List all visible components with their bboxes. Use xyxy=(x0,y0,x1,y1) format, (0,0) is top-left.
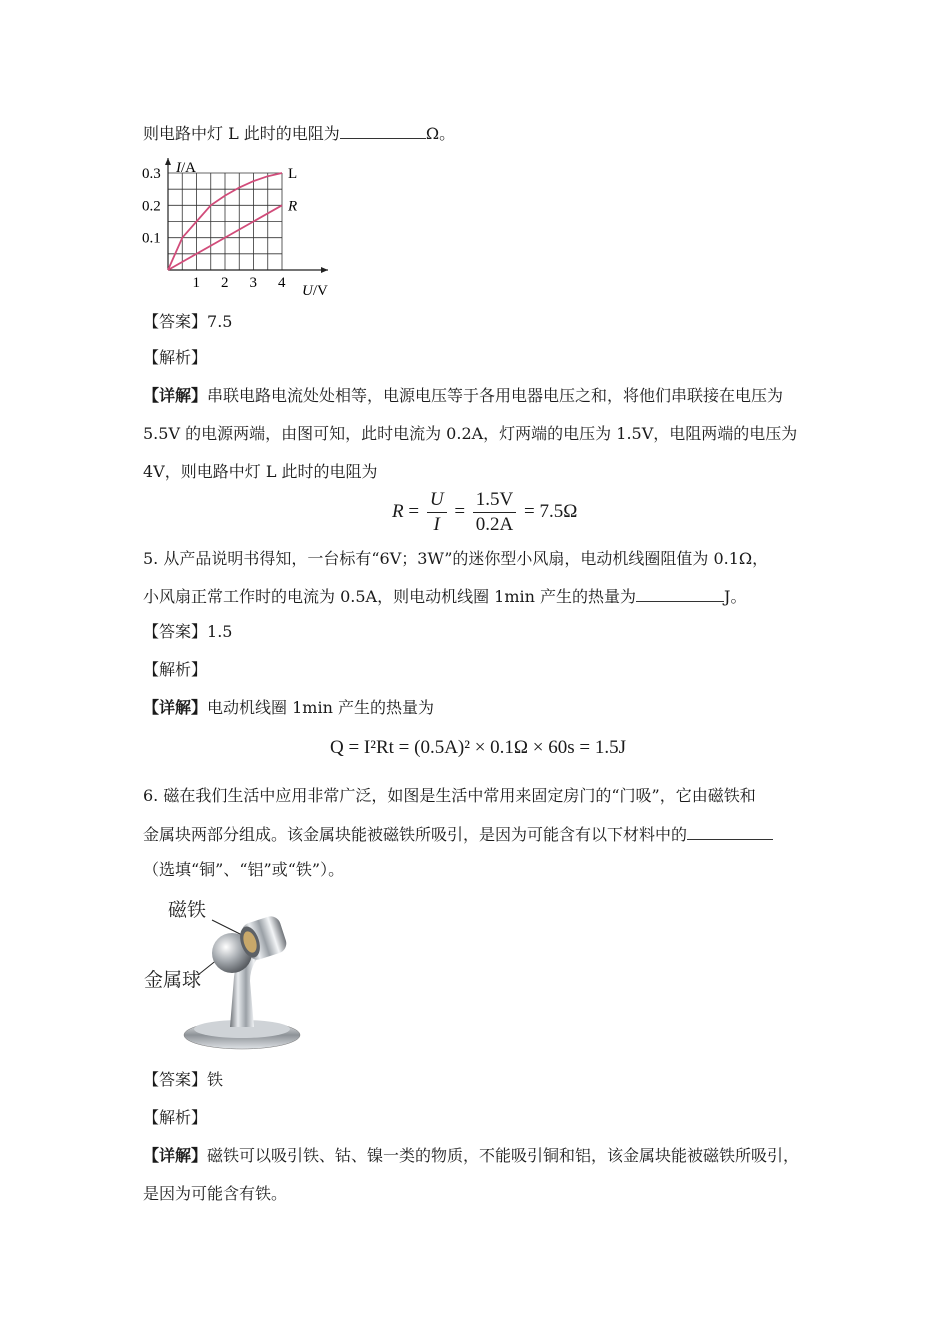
x-tick-label: 3 xyxy=(249,275,257,291)
q4-detail-line3 xyxy=(143,461,378,483)
q4-question-tail xyxy=(143,122,455,145)
q6-answer-value: 铁 xyxy=(207,1070,224,1089)
x-tick-label: 4 xyxy=(278,275,286,291)
q5-detail-text: 电动机线圈 1min 产生的热量为 xyxy=(207,698,434,717)
q6-text-3: （选填“铜”、“铝”或“铁”）。 xyxy=(143,860,345,879)
detail-tag: 【详解】 xyxy=(143,386,208,405)
q5-answer-blank[interactable] xyxy=(636,585,724,602)
q6-detail-text-2: 是因为可能含有铁。 xyxy=(143,1184,288,1203)
y-tick-label: 0.2 xyxy=(142,198,161,215)
answer-tag: 【答案】 xyxy=(143,1070,208,1089)
q6-detail-line1 xyxy=(143,1145,799,1167)
q5-detail-line xyxy=(143,697,434,719)
y-tick-label: 0.1 xyxy=(142,230,161,247)
q4-tail-unit: Ω。 xyxy=(425,124,456,143)
q6-answer-blank[interactable] xyxy=(687,823,773,840)
q6-answer-line xyxy=(143,1069,223,1091)
q6-detail-line2 xyxy=(143,1183,287,1205)
answer-tag: 【答案】 xyxy=(143,312,208,331)
q5-analysis-tag xyxy=(143,659,207,681)
q6-question-line2 xyxy=(143,823,773,846)
leader-line-magnet xyxy=(212,920,242,935)
q4-detail-text-2: 5.5V 的电源两端，由图可知，此时电流为 0.2A，灯两端的电压为 1.5V，电阻两端的电压为 xyxy=(143,424,798,443)
q6-question-line3 xyxy=(143,859,344,881)
formula-lhs: R xyxy=(392,500,404,522)
door-stopper-figure xyxy=(170,895,310,1055)
q5-unit: J。 xyxy=(724,587,747,606)
y-tick-label: 0.3 xyxy=(142,166,161,182)
answer-tag: 【答案】 xyxy=(143,622,208,641)
q5-text-1: 5. 从产品说明书得知，一台标有“6V；3W”的迷你型小风扇，电动机线圈阻值为 0.1Ω， xyxy=(143,549,769,568)
analysis-tag: 【解析】 xyxy=(143,348,208,367)
analysis-tag: 【解析】 xyxy=(143,1108,208,1127)
q5-formula xyxy=(330,737,626,759)
analysis-tag: 【解析】 xyxy=(143,660,208,679)
chart-ticks xyxy=(142,166,286,291)
q4-detail-text-3: 4V，则电路中灯 L 此时的电阻为 xyxy=(143,462,378,481)
fraction-values: $\frac{1.5V}{0.2A}$ xyxy=(473,488,516,537)
chart-grid xyxy=(168,173,282,270)
q4-detail-line2 xyxy=(143,423,797,445)
fraction-u-over-i: $\frac{U}{I}$ xyxy=(427,488,447,537)
q5-question-line2 xyxy=(143,585,746,608)
q6-text-2: 金属块两部分组成。该金属块能被磁铁所吸引，是因为可能含有以下材料中的 xyxy=(143,825,688,844)
q6-text-1: 6. 磁在我们生活中应用非常广泛，如图是生活中常用来固定房门的“门吸”，它由磁铁和 xyxy=(143,786,756,805)
x-axis-label: U/V xyxy=(302,283,328,299)
q5-answer-line xyxy=(143,621,232,643)
x-tick-label: 2 xyxy=(221,275,229,291)
q4-tail-text: 则电路中灯 L 此时的电阻为 xyxy=(143,124,340,143)
q4-formula: R = $\frac{U}{I}$ = $\frac{1.5V}{0.2A}$ = 7.5Ω xyxy=(392,489,578,535)
y-axis-arrow xyxy=(165,158,171,165)
q6-question-line1 xyxy=(143,785,756,807)
q4-detail-line1 xyxy=(143,385,783,407)
series-label-l: L xyxy=(288,166,298,182)
q5-answer-value: 1.5 xyxy=(207,622,233,641)
q6-detail-text-1: 磁铁可以吸引铁、钴、镍一类的物质，不能吸引铜和铝，该金属块能被磁铁所吸引， xyxy=(207,1146,800,1165)
q4-analysis-tag xyxy=(143,347,207,369)
y-axis-label: I/A xyxy=(176,160,196,176)
label-magnet: 磁铁 xyxy=(168,899,207,921)
q4-answer-value: 7.5 xyxy=(207,312,233,331)
formula-result: 7.5Ω xyxy=(539,500,578,522)
q4-detail-text-1: 串联电路电流处处相等，电源电压等于各用电器电压之和，将他们串联接在电压为 xyxy=(207,386,784,405)
q5-formula-text: Q = I²Rt = (0.5A)² × 0.1Ω × 60s = 1.5J xyxy=(330,737,627,758)
q4-answer-blank[interactable] xyxy=(340,122,426,139)
label-metal-ball: 金属球 xyxy=(144,969,202,991)
detail-tag: 【详解】 xyxy=(143,1146,208,1165)
detail-tag: 【详解】 xyxy=(143,698,208,717)
iu-chart xyxy=(140,152,340,302)
q5-text-2: 小风扇正常工作时的电流为 0.5A，则电动机线圈 1min 产生的热量为 xyxy=(143,587,637,606)
x-axis-arrow xyxy=(321,267,328,273)
x-tick-label: 1 xyxy=(192,275,200,291)
q6-analysis-tag xyxy=(143,1107,207,1129)
q5-question-line1 xyxy=(143,548,768,570)
q4-answer-line xyxy=(143,311,232,333)
series-label-r: R xyxy=(288,198,298,215)
